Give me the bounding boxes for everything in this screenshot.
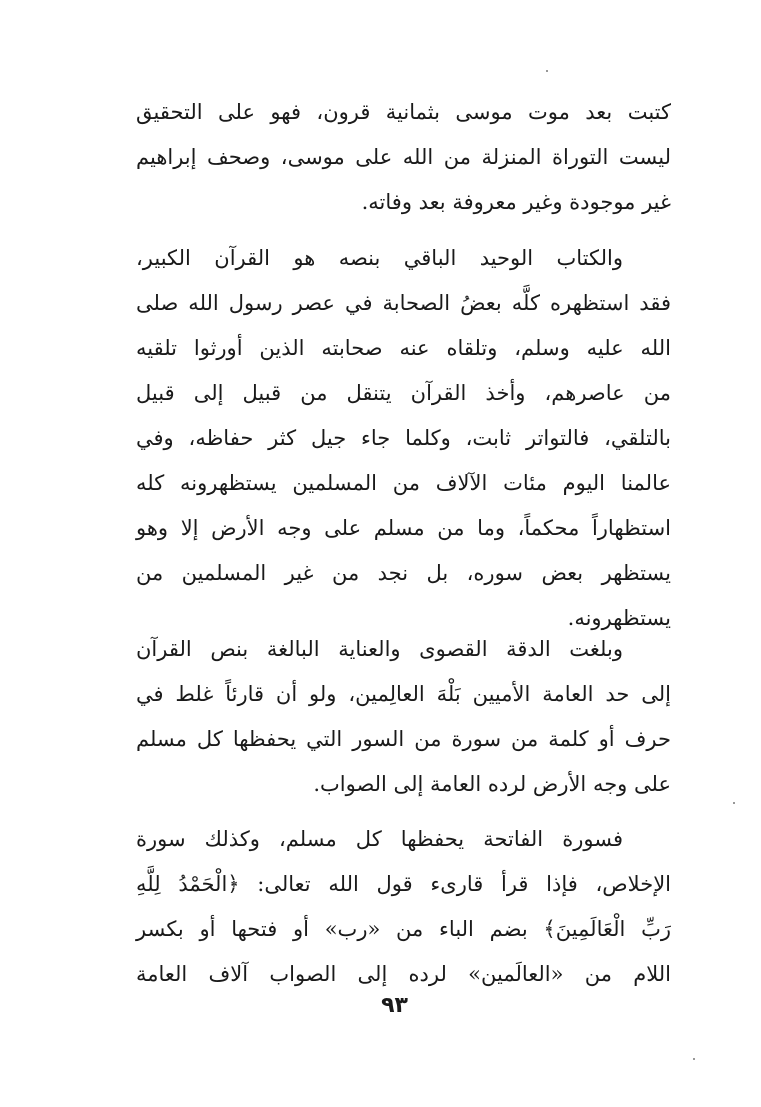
- text-line: على وجه الأرض لرده العامة إلى الصواب.: [313, 772, 671, 796]
- text-line: يستظهرونه.: [567, 606, 671, 630]
- scan-speck: [693, 1058, 695, 1060]
- paragraph-4: [136, 817, 671, 997]
- scan-speck: [733, 802, 735, 804]
- text-line: استظهاراً محكماً، وما من مسلم على وجه الأرض إلا وهو: [136, 516, 672, 540]
- text-line: الله عليه وسلم، وتلقاه عنه صحابته الذين أورثوا تلقيه: [136, 336, 671, 360]
- paragraph-1: [136, 90, 671, 225]
- page-number: ٩٣: [381, 993, 408, 1018]
- text-line: الإخلاص، فإذا قرأ قارىء قول الله تعالى: ﴿الْحَمْدُ لِلَّهِ: [136, 872, 671, 896]
- text-line: اللام من «العالَمين» لرده إلى الصواب آلاف العامة: [136, 962, 671, 986]
- text-line: حرف أو كلمة من سورة من السور التي يحفظها كل مسلم: [136, 727, 671, 751]
- text-line: ليست التوراة المنزلة من الله على موسى، وصحف إبراهيم: [136, 145, 671, 169]
- paragraph-2: [136, 236, 671, 641]
- text-line: وبلغت الدقة القصوى والعناية البالغة بنص القرآن: [136, 637, 623, 661]
- text-line: فقد استظهره كلَّه بعضُ الصحابة في عصر رسول الله صلى: [136, 291, 671, 315]
- paragraph-3: [136, 627, 671, 807]
- text-line: غير موجودة وغير معروفة بعد وفاته.: [361, 190, 671, 214]
- text-line: عالمنا اليوم مئات الآلاف من المسلمين يستظهرونه كله: [136, 471, 671, 495]
- text-line: إلى حد العامة الأميين بَلْهَ العالِمين، ولو أن قارئاً غلط في: [136, 682, 671, 706]
- text-line: بالتلقي، فالتواتر ثابت، وكلما جاء جيل كثر حفاظه، وفي: [136, 426, 671, 450]
- text-line: يستظهر بعض سوره، بل نجد من غير المسلمين من: [136, 561, 671, 585]
- text-line: فسورة الفاتحة يحفظها كل مسلم، وكذلك سورة: [136, 827, 623, 851]
- text-line: من عاصرهم، وأخذ القرآن يتنقل من قبيل إلى قبيل: [136, 381, 671, 405]
- text-line: رَبِّ الْعَالَمِينَ﴾ بضم الباء من «رب» أو فتحها أو بكسر: [136, 917, 671, 941]
- scan-speck: [546, 70, 548, 72]
- text-line: كتبت بعد موت موسى بثمانية قرون، فهو على التحقيق: [136, 100, 671, 124]
- text-line: والكتاب الوحيد الباقي بنصه هو القرآن الكبير،: [136, 246, 623, 270]
